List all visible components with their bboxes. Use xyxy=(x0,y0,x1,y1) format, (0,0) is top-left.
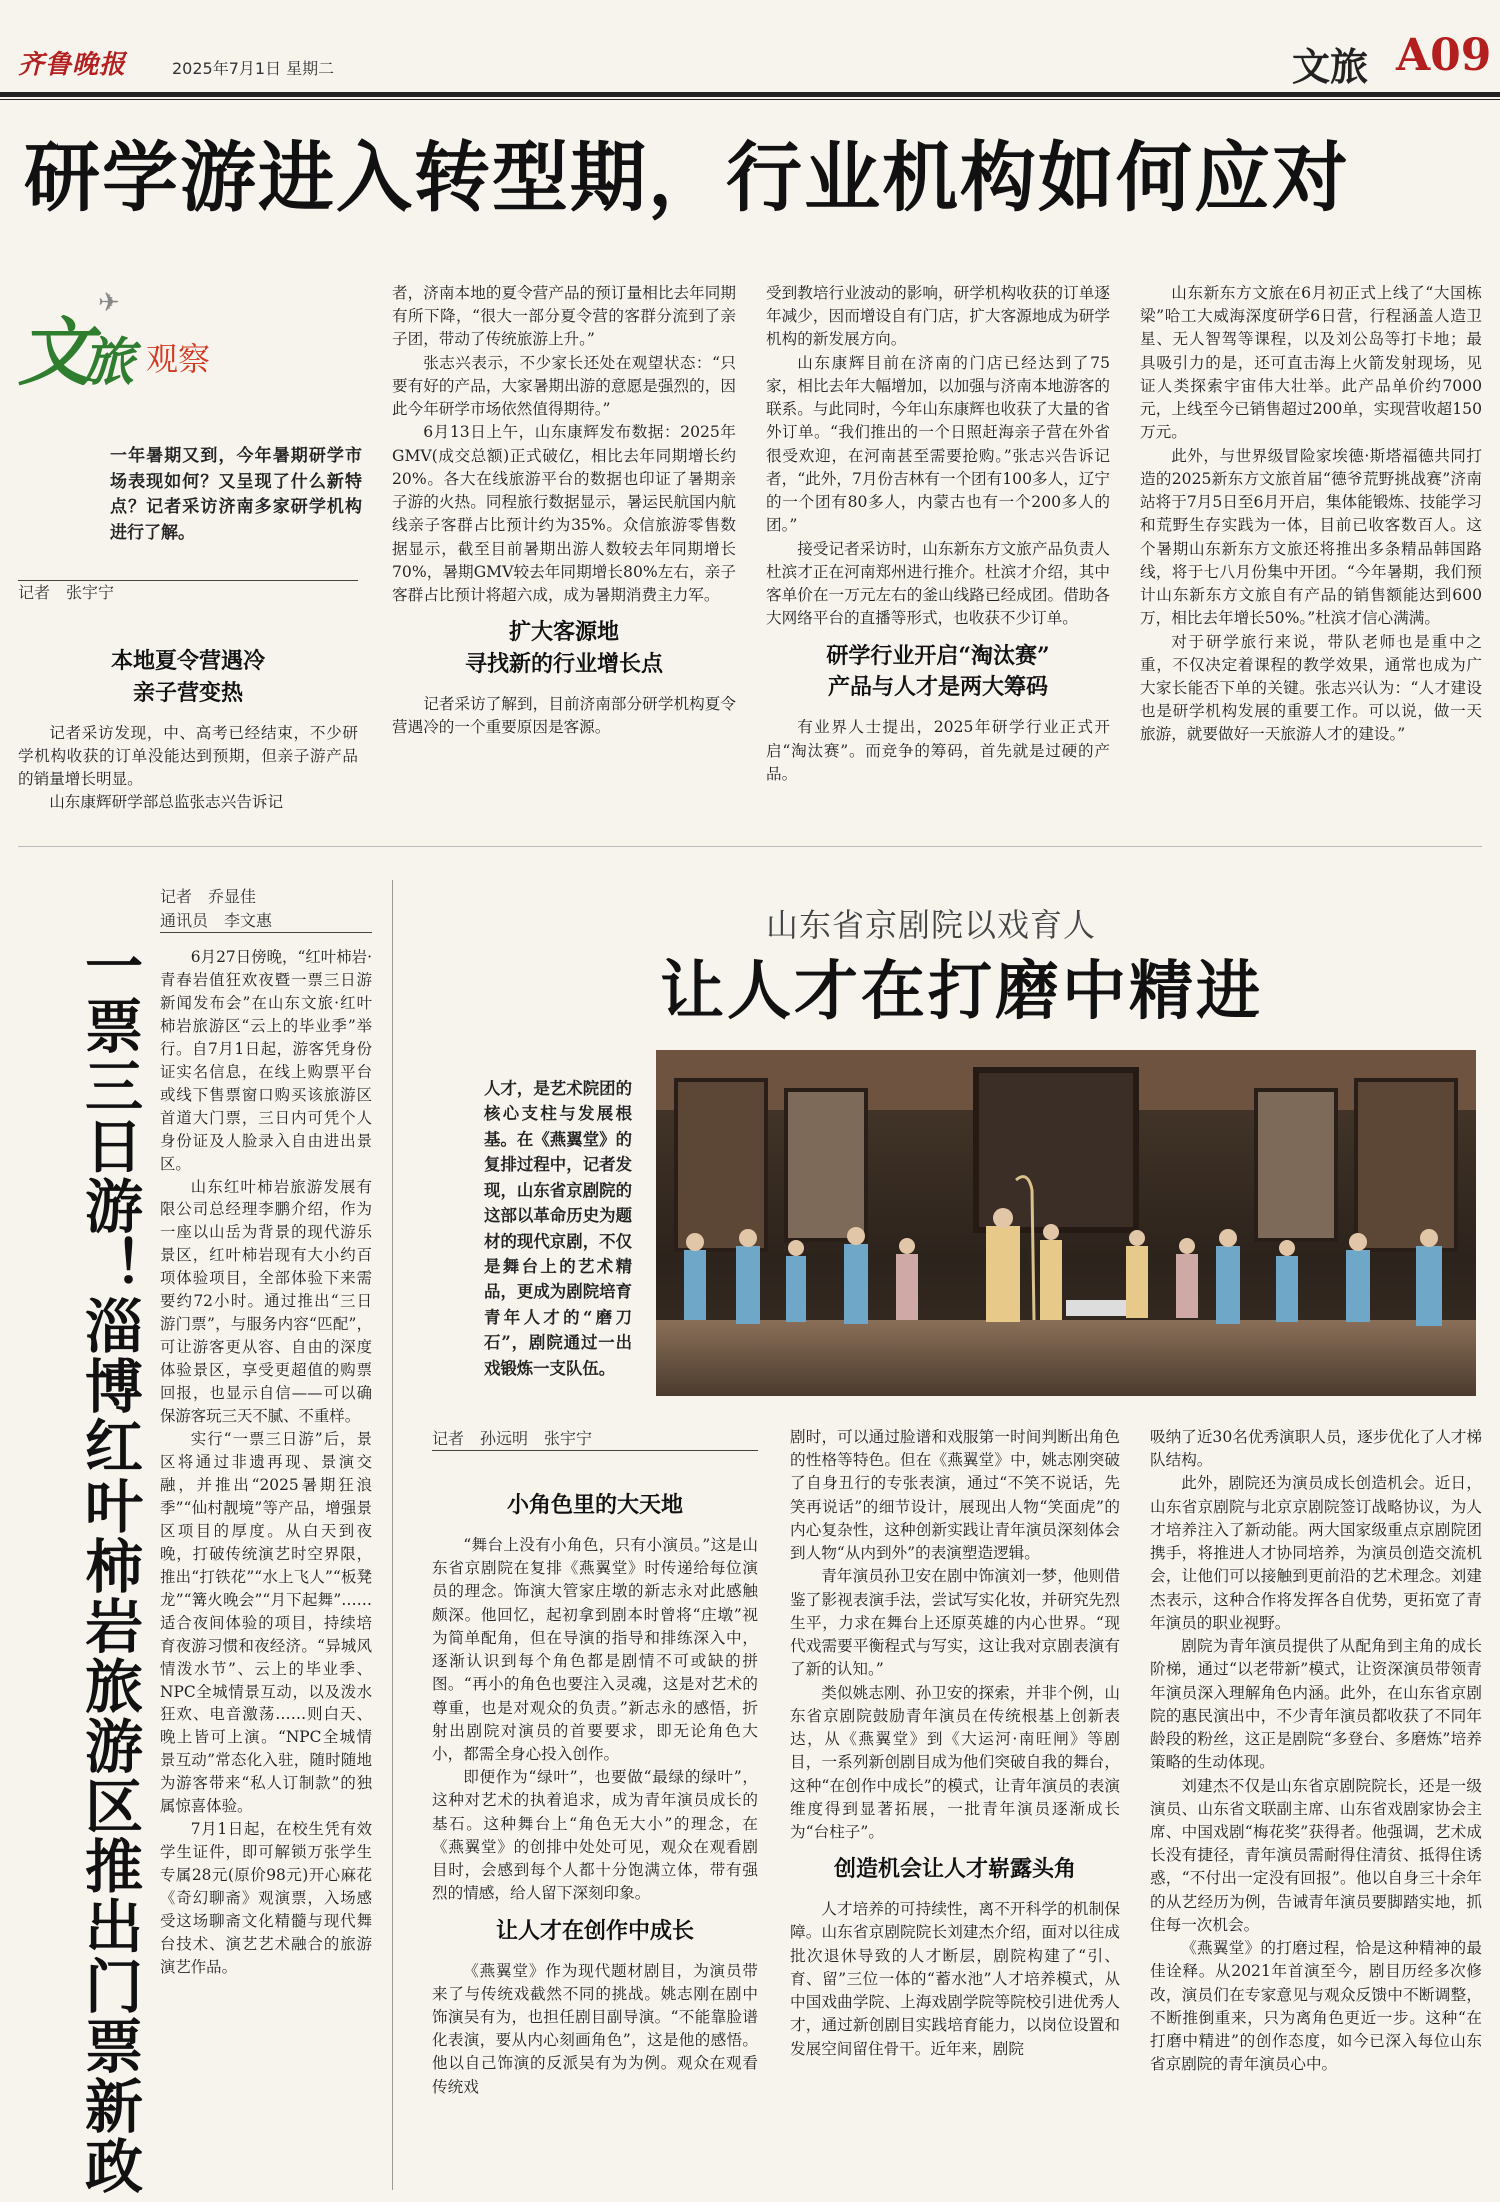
paragraph: 剧院为青年演员提供了从配角到主角的成长阶梯，通过“以老带新”模式，让资深演员带领青年演员深入理解角色内涵。此外，在山东省京剧院的惠民演出中，不少青年演员都收获了不同年龄段的粉丝，这正是剧院“多登台、多磨炼”培养策略的生动体现。 xyxy=(1150,1637,1482,1772)
issue-date: 2025年7月1日 星期二 xyxy=(172,59,335,78)
paragraph: 刘建杰不仅是山东省京剧院院长，还是一级演员、山东省文联副主席、山东省戏剧家协会主席、中国戏剧“梅花奖”获得者。他强调，艺术成长没有捷径，青年演员需耐得住清贫、抵得住诱惑，“不付出一定没有回报”。他以自身三十余年的从艺经历为例，告诫青年演员要脚踏实地，抓住每一次机会。 xyxy=(1150,1776,1482,1934)
article2-byline-correspondent: 通讯员 李文惠 xyxy=(160,911,273,930)
section-subhead: 小角色里的大天地 xyxy=(506,1492,683,1518)
column-logo xyxy=(18,284,258,414)
article3-kicker: 山东省京剧院以戏育人 xyxy=(766,906,1097,944)
paragraph: 《燕翼堂》的打磨过程，恰是这种精神的最佳诠释。从2021年首演至今，剧目历经多次修改，演员们在专家意见与观众反馈中不断调整，不断推倒重来，只为离角色更近一步。这种“在打磨中精进”的创作态度，如今已深入每位山东省京剧院的青年演员心中。 xyxy=(1150,1939,1482,2074)
paragraph: 6月13日上午，山东康辉发布数据：2025年GMV(成交总额)正式破亿，相比去年同期增长约20%。各大在线旅游平台的数据也印证了暑期亲子游的火热。同程旅行数据显示，暑运民航国内航线亲子客群占比预计约为35%。众信旅游零售数据显示，截至目前暑期出游人数较去年同期增长70%，暑期GMV较去年同期增长80%左右，亲子客群占比预计将超六成，成为暑期消费主力军。 xyxy=(392,423,736,605)
newspaper-logo: 齐鲁晚报 xyxy=(18,50,127,80)
section-name: 文旅 xyxy=(1292,44,1369,89)
paragraph: 山东新东方文旅在6月初正式上线了“大国栋梁”哈工大威海深度研学6日营，行程涵盖人造卫星、无人智驾等课程，以及刘公岛等打卡地；最具吸引力的是，还可直击海上火箭发射现场，见证人类探索宇宙伟大壮举。此产品单价约7000元，上线至今已销售超过200单，实现营收超150万元。 xyxy=(1140,284,1482,442)
article2-headline: 一票三日游！淄博红叶柿岩旅游区推出门票新政 xyxy=(75,936,143,2196)
paragraph: 6月27日傍晚，“红叶柿岩·青春岩值狂欢夜暨一票三日游新闻发布会”在山东文旅·红叶柿岩旅游区“云上的毕业季”举行。自7月1日起，游客凭身份证实名信息，在线上购票平台或线下售票窗口购买该旅游区首道大门票，三日内可凭个人身份证及人脸录入自由进出景区。 xyxy=(160,948,372,1173)
byline-rule xyxy=(432,1450,758,1451)
section-subhead: 研学行业开启“淘汰赛” 产品与人才是两大筹码 xyxy=(826,642,1050,701)
article3-col2 xyxy=(790,1426,1120,2061)
paragraph: “舞台上没有小角色，只有小演员。”这是山东省京剧院在复排《燕翼堂》时传递给每位演员的理念。饰演大管家庄墩的新志永对此感触颇深。他回忆，起初拿到剧本时曾将“庄墩”视为简单配角，但在导演的指导和排练深入中，逐渐认识到每个角色都是剧情不可或缺的拼图。“再小的角色也要注入灵魂，这是对艺术的尊重，也是对观众的负责。”新志永的感悟，折射出剧院对演员的首要要求，即无论角色大小，都需全身心投入创作。 xyxy=(432,1535,758,1763)
paragraph: 记者采访了解到，目前济南部分研学机构夏令营遇冷的一个重要原因是客源。 xyxy=(392,695,736,737)
column-logo-text-3: 观察 xyxy=(146,340,211,378)
paragraph: 山东红叶柿岩旅游发展有限公司总经理李鹏介绍，作为一座以山岳为背景的现代游乐景区，红叶柿岩现有大小约百项体验项目，全部体验下来需要约72小时。通过推出“三日游门票”，与服务内容“匹配”，可让游客更从容、自由的深度体验景区，享受更超值的购票回报，也显示自信——可以确保游客玩三天不腻、不重样。 xyxy=(160,1177,372,1426)
paragraph: 山东康辉研学部总监张志兴告诉记 xyxy=(49,793,284,812)
article3-photo-intro: 人才，是艺术院团的核心支柱与发展根基。在《燕翼堂》的复排过程中，记者发现，山东省京剧院的这部以革命历史为题材的现代京剧，不仅是舞台上的艺术精品，更成为剧院培育青年人才的“磨刀石”，剧院通过一出戏锻炼一支队伍。 xyxy=(484,1079,632,1378)
paragraph: 7月1日起，在校生凭有效学生证件，即可解锁万张学生专属28元(原价98元)开心麻花《奇幻聊斋》观演票，入场感受这场聊斋文化精髓与现代舞台技术、演艺艺术融合的旅游演艺作品。 xyxy=(160,1820,372,1976)
page-number: A09 xyxy=(1396,30,1492,81)
section-subhead: 扩大客源地 寻找新的行业增长点 xyxy=(464,619,663,678)
section-subhead: 本地夏令营遇冷 亲子营变热 xyxy=(110,648,265,706)
paragraph: 此外，与世界级冒险家埃德·斯塔福德共同打造的2025新东方文旅首届“德爷荒野挑战赛”济南站将于7月5日至6月开启，集体能锻炼、技能学习和荒野生存实践为一体，目前已收客数百人。这个暑期山东新东方文旅还将推出多条精品韩国路线，将于七八月份集中开团。“今年暑期，我们预计山东新东方文旅自有产品的销售额能达到600万，相比去年增长50%。”杜滨才信心满满。 xyxy=(1140,446,1482,628)
article1-intro: 一年暑期又到，今年暑期研学市场表现如何？又呈现了什么新特点？记者采访济南多家研学机构进行了解。 xyxy=(110,446,362,543)
article2-byline-reporter: 记者 乔显佳 xyxy=(160,887,257,906)
paragraph: 有业界人士提出，2025年研学行业正式开启“淘汰赛”。而竞争的筹码，首先就是过硬的产品。 xyxy=(766,718,1110,783)
paragraph: 受到教培行业波动的影响，研学机构收获的订单逐年减少，因而增设自有门店，扩大客源地成为研学机构的新发展方向。 xyxy=(766,284,1110,349)
paragraph: 实行“一票三日游”后，景区将通过非遗再现、景演交融，并推出“2025暑期狂浪季”“仙村靓境”等产品，增强景区项目的厚度。从白天到夜晚，打破传统演艺时空界限，推出“打铁花”“水上飞人”“板凳龙”“篝火晚会”“月下起舞”……适合夜间体验的项目，持续培育夜游习惯和夜经济。“异城风情泼水节”、云上的毕业季、NPC全城情景互动，以及泼水狂欢、电音激荡……则白天、晚上皆可上演。“NPC全城情景互动”常态化入驻，随时随地为游客带来“私人订制款”的独属惊喜体验。 xyxy=(160,1430,372,1816)
paragraph: 张志兴表示，不少家长还处在观望状态：“只要有好的产品，大家暑期出游的意愿是强烈的，因此今年研学市场依然值得期待。” xyxy=(392,353,736,419)
article1-col1 xyxy=(18,636,358,815)
paragraph: 吸纳了近30名优秀演职人员，逐步优化了人才梯队结构。 xyxy=(1150,1428,1482,1470)
paragraph: 山东康辉目前在济南的门店已经达到了75家，相比去年大幅增加，以加强与济南本地游客的联系。与此同时，今年山东康辉也收获了大量的省外订单。“我们推出的一个日照赶海亲子营在外省很受欢迎，在河南甚至需要抢购。”张志兴告诉记者，“此外，7月份吉林有一个团有100多人，辽宁的一个团有80多人，内蒙古也有一个200多人的团。” xyxy=(766,353,1110,535)
column-logo-text: 文 xyxy=(18,310,92,396)
paragraph: 剧时，可以通过脸谱和戏服第一时间判断出角色的性格等特色。但在《燕翼堂》中，姚志刚突破了自身丑行的专张表演，通过“不笑不说话，先笑再说话”的细节设计，展现出人物“笑面虎”的内心复杂性，这种创新实践让青年演员深刻体会到人物“从内到外”的表演塑造逻辑。 xyxy=(790,1428,1120,1563)
article3-headline: 让人才在打磨中精进 xyxy=(660,954,1263,1029)
drone-icon: ✈ xyxy=(98,288,120,318)
top-rule xyxy=(0,92,1500,97)
article1-col2 xyxy=(392,282,736,740)
column-logo-text-2: 旅 xyxy=(82,332,135,393)
paragraph: 《燕翼堂》作为现代题材剧目，为演员带来了与传统戏截然不同的挑战。姚志刚在剧中饰演吴有为，也担任剧目副导演。“不能靠脸谱化表演，要从内心刻画角色”，这是他的感悟。他以自己饰演的反派吴有为为例。观众在观看传统戏 xyxy=(432,1961,758,2096)
section-separator xyxy=(18,846,1482,847)
article3-byline: 记者 孙远明 张宇宁 xyxy=(432,1429,593,1448)
paragraph: 对于研学旅行来说，带队老师也是重中之重，不仅决定着课程的教学效果，通常也成为广大家长能否下单的关键。张志兴认为：“人才建设也是研学机构发展的重要工作。可以说，做一天旅游，就要做好一天旅游人才的建设。” xyxy=(1140,632,1482,744)
article1-col4 xyxy=(1140,282,1482,747)
stage-illustration xyxy=(656,1050,1476,1396)
byline-rule xyxy=(160,932,372,933)
section-subhead: 创造机会让人才崭露头角 xyxy=(833,1856,1076,1883)
article2-body xyxy=(160,946,372,1979)
paragraph: 记者采访发现，中、高考已经结束，不少研学机构收获的订单没能达到预期，但亲子游产品的销量增长明显。 xyxy=(18,723,358,789)
article3-col3 xyxy=(1150,1426,1482,2077)
article1-col3 xyxy=(766,282,1110,786)
paragraph: 者，济南本地的夏令营产品的预订量相比去年同期有所下降，“很大一部分夏令营的客群分流到了亲子团，带动了传统旅游上升。” xyxy=(392,284,736,349)
column-rule xyxy=(392,880,393,2190)
top-rule-thin xyxy=(0,99,1500,100)
paragraph: 类似姚志刚、孙卫安的探索，并非个例，山东省京剧院鼓励青年演员在传统根基上创新表达，从《燕翼堂》到《大运河·南旺闸》等剧目，一系列新创剧目成为他们突破自我的舞台，这种“在创作中成长”的模式，让青年演员的表演维度得到显著拓展，一批青年演员逐渐成长为“台柱子”。 xyxy=(790,1683,1120,1841)
paragraph: 即便作为“绿叶”，也要做“最绿的绿叶”，这种对艺术的执着追求，成为青年演员成长的基石。这种舞台上“角色无大小”的理念，在《燕翼堂》的创排中处处可见，观众在观看剧目时，会感到每个人都十分饱满立体，带有强烈的情感，给人留下深刻印象。 xyxy=(432,1768,758,1903)
paragraph: 接受记者采访时，山东新东方文旅产品负责人杜滨才正在河南郑州进行推介。杜滨才介绍，其中客单价在一万元左右的釜山线路已经成团。借助各大网络平台的直播等形式，也收获不少订单。 xyxy=(766,539,1110,628)
article3-col1 xyxy=(432,1480,758,2099)
article1-headline: 研学游进入转型期，行业机构如何应对 xyxy=(24,133,1350,222)
stage-photo xyxy=(656,1050,1476,1396)
paragraph: 青年演员孙卫安在剧中饰演刘一梦，他则借鉴了影视表演手法，尝试写实化妆，并研究先烈生平，力求在舞台上还原英雄的内心世界。“现代戏需要平衡程式与写实，这让我对京剧表演有了新的认知。” xyxy=(790,1567,1120,1679)
paragraph: 人才培养的可持续性，离不开科学的机制保障。山东省京剧院院长刘建杰介绍，面对以往成批次退休导致的人才断层，剧院构建了“引、育、留”三位一体的“蓄水池”人才培养模式，从中国戏曲学院、上海戏剧学院等院校引进优秀人才，通过新创剧目实践培育能力，以岗位设置和发展空间留住骨干。近年来，剧院 xyxy=(790,1900,1120,2058)
section-subhead: 让人才在创作中成长 xyxy=(495,1917,694,1944)
article1-byline: 记者 张宇宁 xyxy=(18,583,115,602)
paragraph: 此外，剧院还为演员成长创造机会。近日，山东省京剧院与北京京剧院签订战略协议，为人才培养注入了新动能。两大国家级重点京剧院团携手，将推进人才协同培养，为演员创造交流机会，让他们可以接触到更前沿的艺术理念。刘建杰表示，这种合作将发挥各自优势，更拓宽了青年演员的职业视野。 xyxy=(1150,1474,1482,1632)
